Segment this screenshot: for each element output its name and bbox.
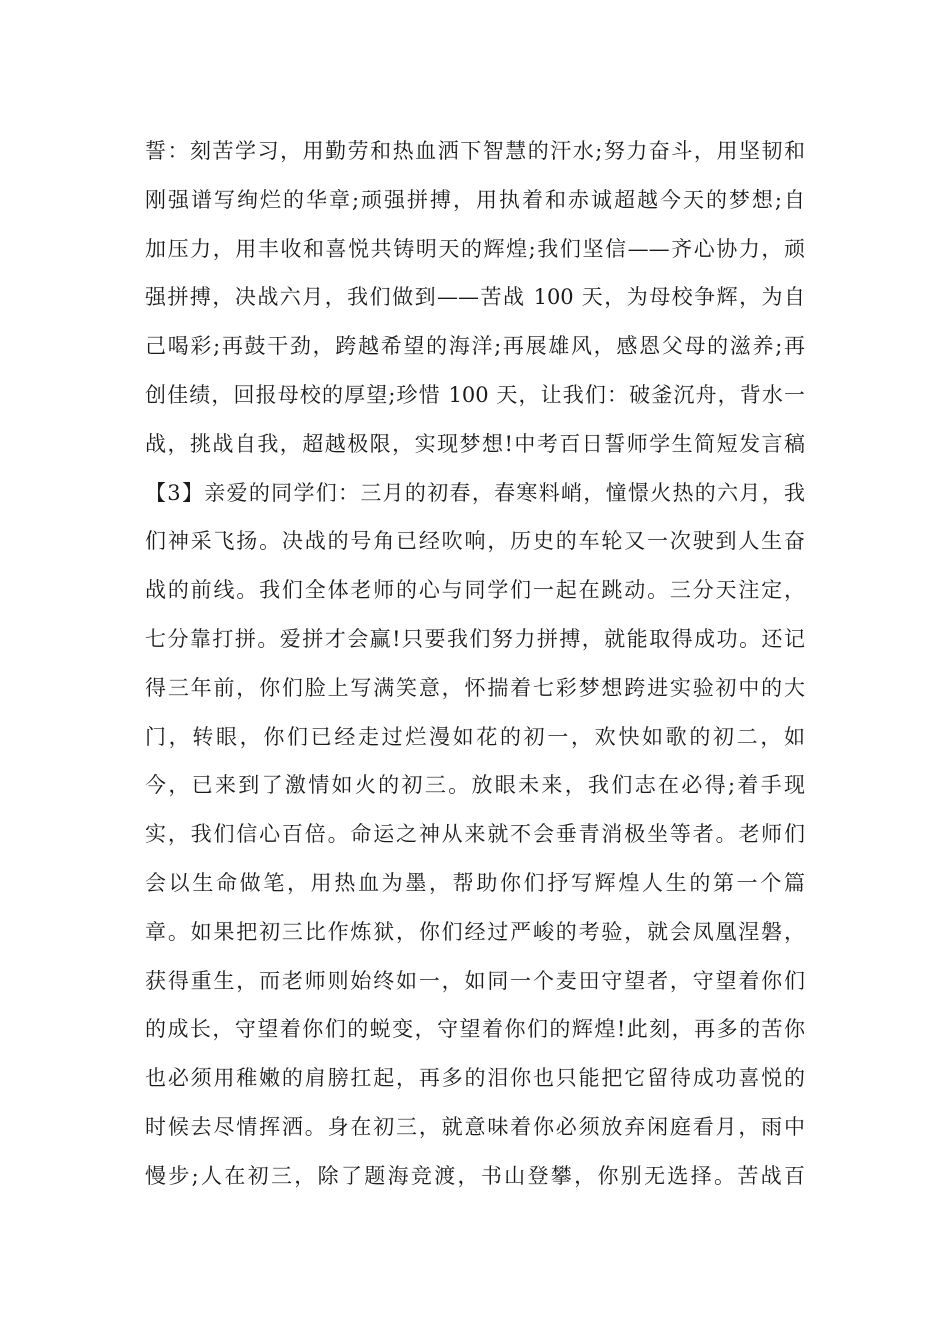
text-line: 们神采飞扬。决战的号角已经吹响，历史的车轮又一次驶到人生奋: [145, 529, 805, 554]
text-line: 获得重生，而老师则始终如一，如同一个麦田守望者，守望着你们: [145, 968, 805, 993]
text-line: 加压力，用丰收和喜悦共铸明天的辉煌;我们坚信——齐心协力，顽: [145, 236, 805, 261]
text-line: 章。如果把初三比作炼狱，你们经过严峻的考验，就会凤凰涅磐，: [145, 919, 805, 944]
text-line: 刚强谱写绚烂的华章;顽强拼搏，用执着和赤诚超越今天的梦想;自: [145, 187, 805, 212]
text-line: 也必须用稚嫩的肩膀扛起，再多的泪你也只能把它留待成功喜悦的: [145, 1066, 805, 1091]
text-line: 实，我们信心百倍。命运之神从来就不会垂青消极坐等者。老师们: [145, 822, 805, 847]
text-line: 战，挑战自我，超越极限，实现梦想!中考百日誓师学生简短发言稿: [145, 431, 805, 456]
text-line: 七分靠打拼。爱拼才会赢!只要我们努力拼搏，就能取得成功。还记: [145, 626, 805, 651]
text-line: 今，已来到了激情如火的初三。放眼未来，我们志在必得;着手现: [145, 773, 805, 798]
text-line: 战的前线。我们全体老师的心与同学们一起在跳动。三分天注定，: [145, 578, 805, 603]
text-line: 会以生命做笔，用热血为墨，帮助你们抒写辉煌人生的第一个篇: [145, 870, 805, 895]
text-line: 得三年前，你们脸上写满笑意，怀揣着七彩梦想跨进实验初中的大: [145, 675, 805, 700]
text-line: 时候去尽情挥洒。身在初三，就意味着你必须放弃闲庭看月，雨中: [145, 1114, 805, 1139]
text-line: 强拼搏，决战六月，我们做到——苦战 100 天，为母校争辉，为自: [145, 285, 805, 310]
text-line: 己喝彩;再鼓干劲，跨越希望的海洋;再展雄风，感恩父母的滋养;再: [145, 334, 805, 359]
text-line: 慢步;人在初三，除了题海竞渡，书山登攀，你别无选择。苦战百: [145, 1163, 805, 1188]
text-line: 门，转眼，你们已经走过烂漫如花的初一，欢快如歌的初二，如: [145, 724, 805, 749]
text-line: 誓：刻苦学习，用勤劳和热血洒下智慧的汗水;努力奋斗，用坚韧和: [145, 139, 805, 163]
text-line: 的成长，守望着你们的蜕变，守望着你们的辉煌!此刻，再多的苦你: [145, 1017, 805, 1042]
body-text: [145, 127, 805, 1201]
text-line: 创佳绩，回报母校的厚望;珍惜 100 天，让我们：破釜沉舟，背水一: [145, 382, 805, 407]
text-line: 【3】亲爱的同学们：三月的初春，春寒料峭，憧憬火热的六月，我: [145, 480, 805, 505]
